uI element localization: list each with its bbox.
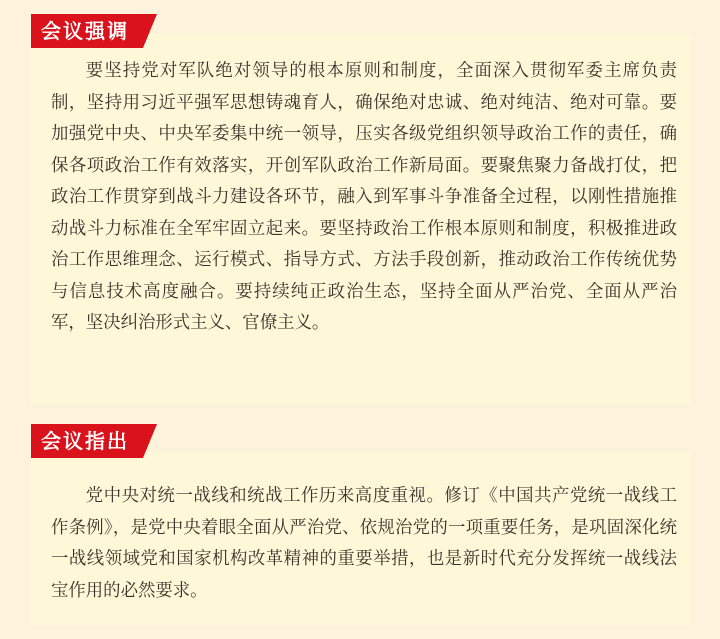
meeting-pointed-out-heading	[31, 424, 157, 458]
meeting-pointed-out-label: 会议指出	[31, 424, 143, 458]
meeting-emphasis-heading	[31, 14, 157, 48]
meeting-pointed-out-label-tail	[143, 424, 157, 458]
meeting-emphasis-panel	[31, 34, 691, 404]
meeting-pointed-out-panel	[31, 452, 691, 625]
meeting-emphasis-label-tail	[143, 14, 157, 48]
meeting-pointed-out-text: 党中央对统一战线和统战工作历来高度重视。修订《中国共产党统一战线工作条例》，是党中央着眼全面从严治党、依规治党的一项重要任务，是巩固深化统一战线领域党和国家机构改革精神的重要举措，也是新时代充分发挥统一战线法宝作用的必然要求。	[51, 486, 677, 601]
meeting-emphasis-text: 要坚持党对军队绝对领导的根本原则和制度，全面深入贯彻军委主席负责制，坚持用习近平强军思想铸魂育人，确保绝对忠诚、绝对纯洁、绝对可靠。要加强党中央、中央军委集中统一领导，压实各级党组织领导政治工作的责任，确保各项政治工作有效落实，开创军队政治工作新局面。要聚焦聚力备战打仗，把政治工作贯穿到战斗力建设各环节，融入到军事斗争准备全过程，以刚性措施推动战斗力标准在全军牢固立起来。要坚持政治工作根本原则和制度，积极推进政治工作思维理念、运行模式、指导方式、方法手段创新，推动政治工作传统优势与信息技术高度融合。要持续纯正政治生态，坚持全面从严治党、全面从严治军，坚决纠治形式主义、官僚主义。	[51, 61, 677, 333]
meeting-emphasis-label: 会议强调	[31, 14, 143, 48]
